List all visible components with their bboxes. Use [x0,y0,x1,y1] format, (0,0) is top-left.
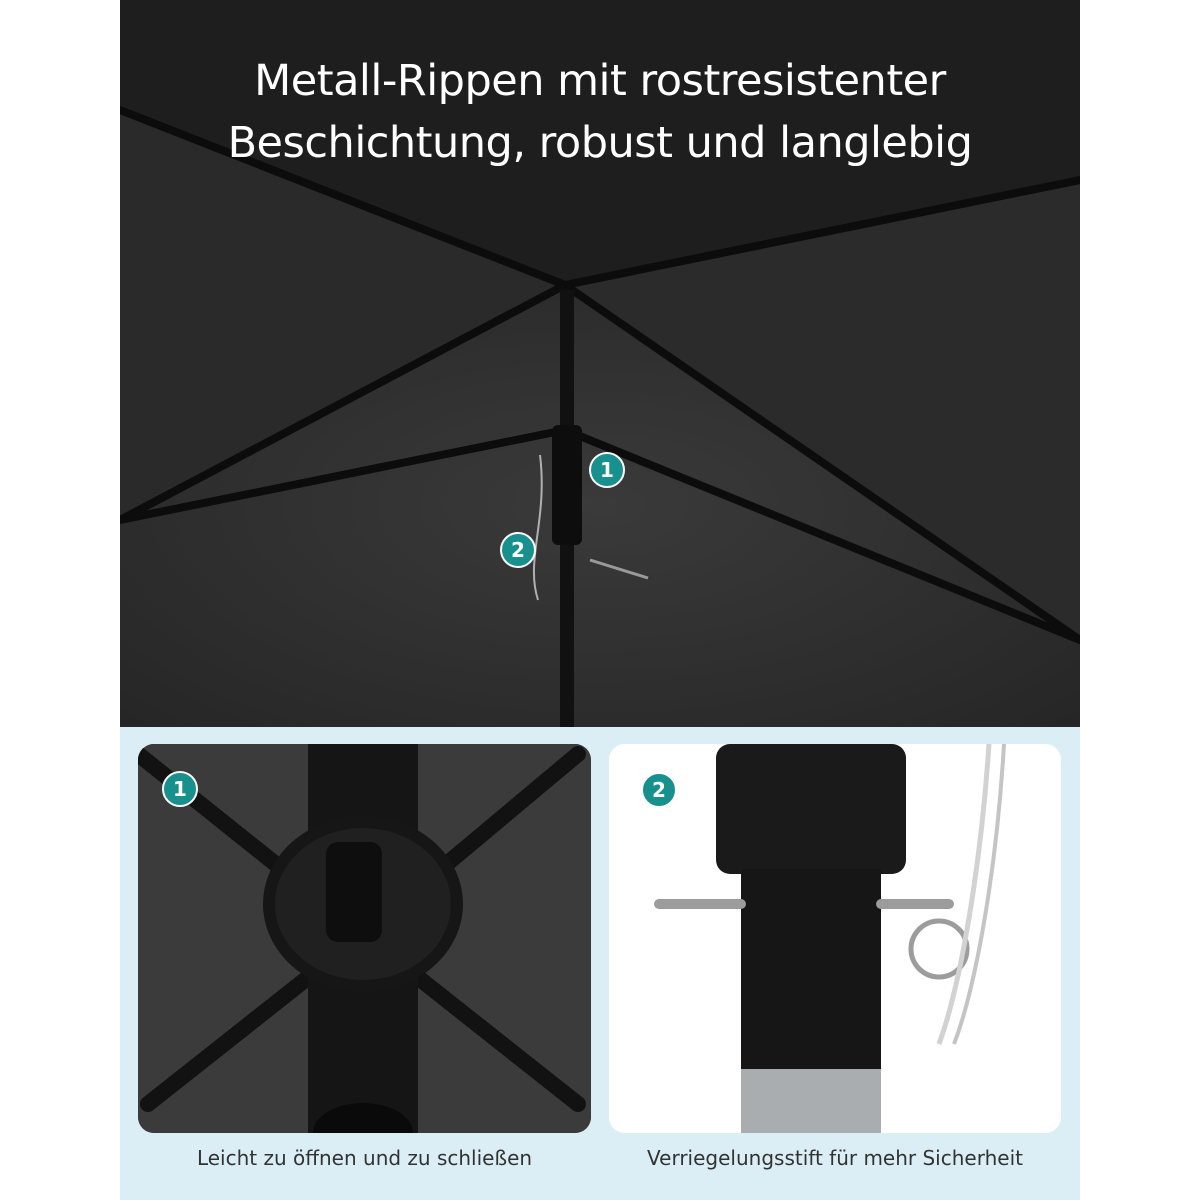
panel-1-caption: Leicht zu öffnen und zu schließen [196,1146,533,1170]
panel-2-marker-badge: 2 [641,772,677,808]
headline-line-1: Metall-Rippen mit rostresistenter [254,56,946,106]
headline-line-2: Beschichtung, robust und langlebig [227,118,973,168]
detail-panel-runner [138,744,591,1133]
panel-2-caption: Verriegelungsstift für mehr Sicherheit [647,1146,1023,1170]
runner-closeup-illustration [138,744,591,1133]
umbrella-canopy-photo [120,0,1080,727]
locking-pin-closeup-illustration [609,744,1061,1133]
headline [120,50,1080,174]
detail-panel-locking-pin [609,744,1061,1133]
panel-1-marker-badge: 1 [162,771,198,807]
product-infographic [120,0,1080,1200]
marker-2-badge: 2 [500,532,536,568]
marker-1-badge: 1 [589,452,625,488]
